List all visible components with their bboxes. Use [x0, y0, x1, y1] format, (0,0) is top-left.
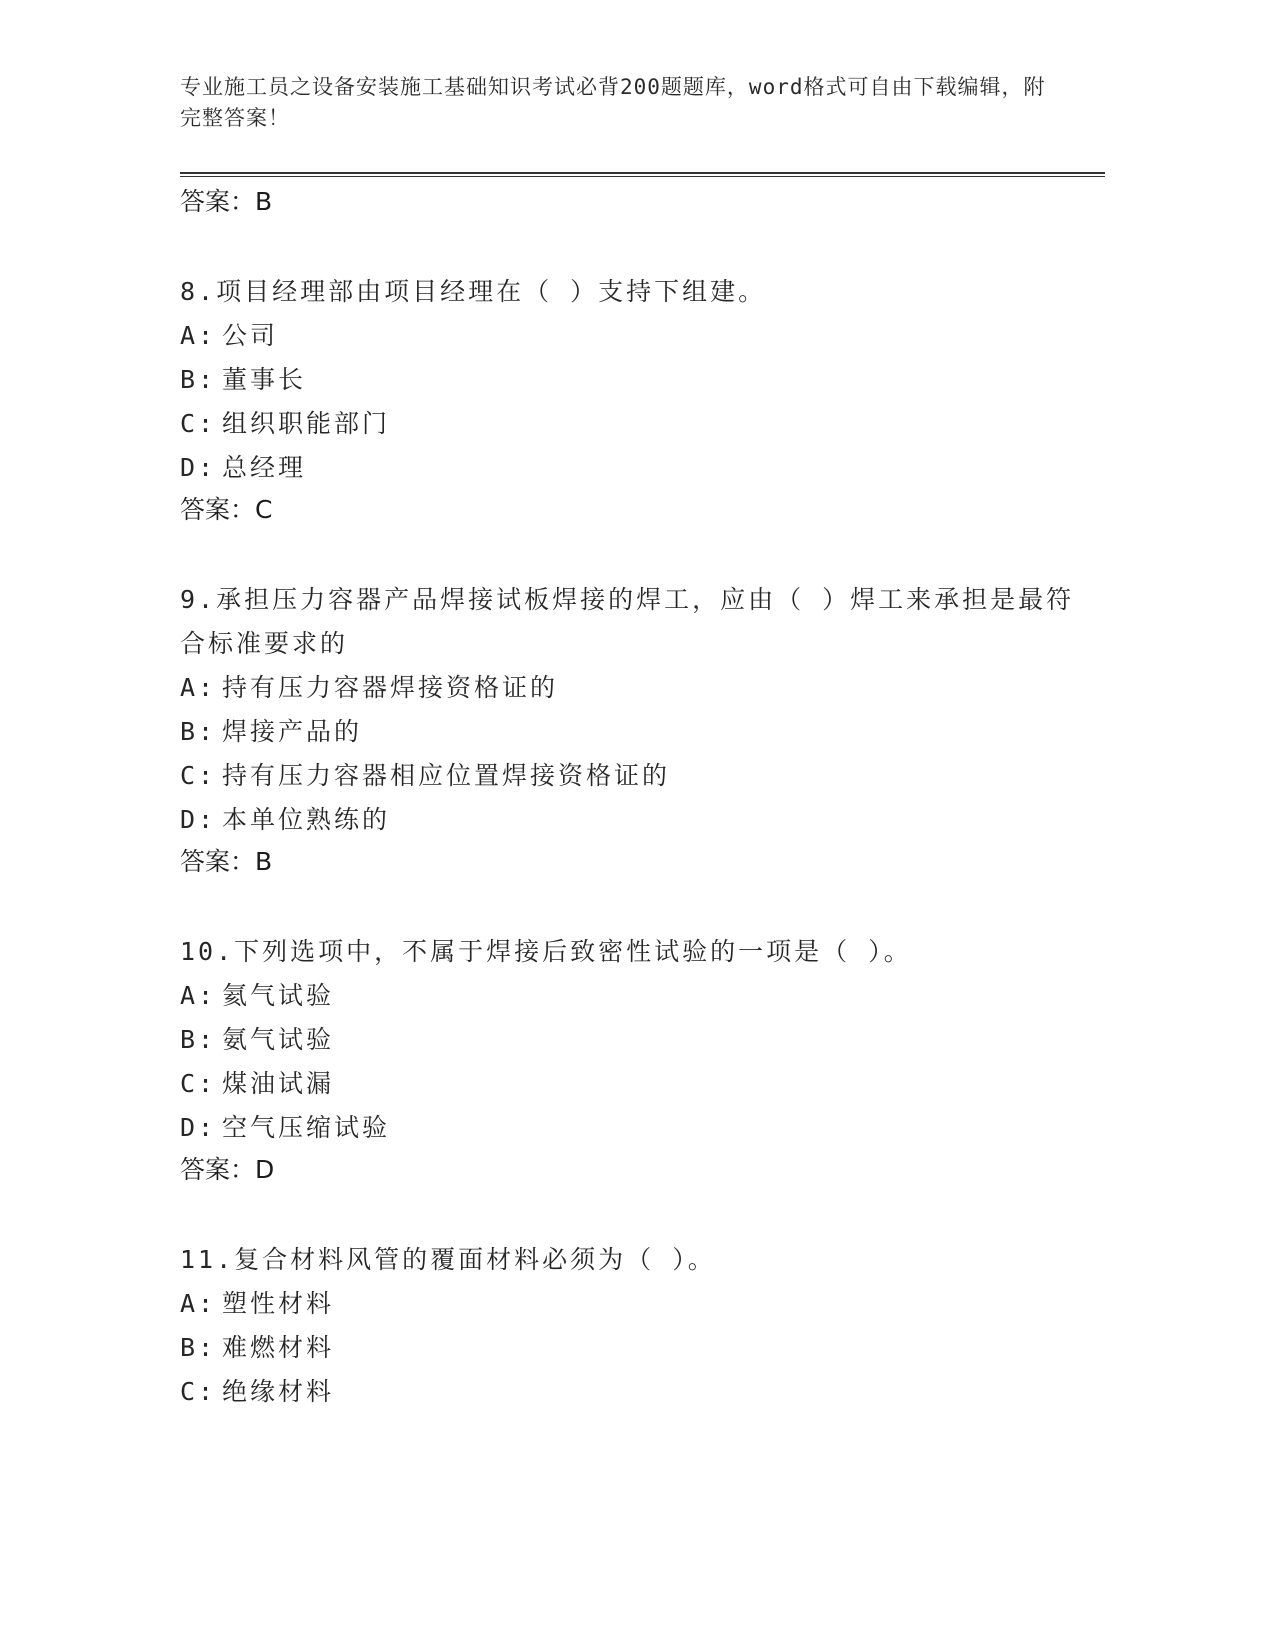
question-9 [180, 578, 1080, 882]
option-a [180, 1282, 1080, 1326]
option-letter: C: [180, 409, 217, 438]
option-letter: B: [180, 717, 217, 746]
option-letter: A: [180, 1289, 217, 1318]
answer-line: 答案：D [180, 1155, 275, 1184]
question-10 [180, 930, 1080, 1190]
option-a [180, 974, 1080, 1018]
answer-line: 答案：B [180, 847, 273, 876]
option-letter: A: [180, 673, 217, 702]
option-b [180, 1326, 1080, 1370]
header-divider [180, 172, 1105, 174]
option-letter: B: [180, 1025, 217, 1054]
option-d [180, 798, 1080, 842]
option-letter: C: [180, 761, 217, 790]
option-text: 焊接产品的 [222, 717, 363, 746]
option-c [180, 402, 1080, 446]
option-text: 组织职能部门 [222, 409, 391, 438]
option-text: 空气压缩试验 [222, 1113, 391, 1142]
answer-line: 答案：B [180, 187, 273, 216]
option-letter: D: [180, 1113, 217, 1142]
option-text: 本单位熟练的 [222, 805, 391, 834]
option-letter: A: [180, 981, 217, 1010]
question-stem: 10.下列选项中，不属于焊接后致密性试验的一项是（ ）。 [180, 937, 912, 966]
document-header: 专业施工员之设备安装施工基础知识考试必背200题题库，word格式可自由下载编辑，附完整答案！ [180, 75, 1046, 130]
option-text: 氦气试验 [222, 981, 335, 1010]
option-d [180, 1106, 1080, 1150]
option-d [180, 446, 1080, 490]
option-text: 持有压力容器相应位置焊接资格证的 [222, 761, 671, 790]
question-stem: 9.承担压力容器产品焊接试板焊接的焊工，应由（ ）焊工来承担是最符合标准要求的 [180, 585, 1075, 658]
option-text: 持有压力容器焊接资格证的 [222, 673, 559, 702]
option-letter: B: [180, 1333, 217, 1362]
option-letter: B: [180, 365, 217, 394]
question-8 [180, 270, 1080, 530]
option-b [180, 710, 1080, 754]
option-text: 绝缘材料 [222, 1377, 335, 1406]
option-b [180, 1018, 1080, 1062]
option-text: 总经理 [222, 453, 307, 482]
option-text: 塑性材料 [222, 1289, 335, 1318]
option-a [180, 666, 1080, 710]
option-letter: A: [180, 321, 217, 350]
option-letter: C: [180, 1069, 217, 1098]
option-a [180, 314, 1080, 358]
answer-line: 答案：C [180, 495, 273, 524]
option-text: 董事长 [222, 365, 307, 394]
question-stem: 11.复合材料风管的覆面材料必须为（ ）。 [180, 1245, 716, 1274]
option-letter: D: [180, 453, 217, 482]
option-b [180, 358, 1080, 402]
option-text: 煤油试漏 [222, 1069, 335, 1098]
question-stem: 8.项目经理部由项目经理在（ ）支持下组建。 [180, 277, 767, 306]
option-letter: D: [180, 805, 217, 834]
option-c [180, 754, 1080, 798]
option-text: 氨气试验 [222, 1025, 335, 1054]
option-letter: C: [180, 1377, 217, 1406]
document-body [180, 182, 1080, 1414]
option-c [180, 1062, 1080, 1106]
option-c [180, 1370, 1080, 1414]
option-text: 公司 [222, 321, 279, 350]
option-text: 难燃材料 [222, 1333, 335, 1362]
question-11 [180, 1238, 1080, 1414]
